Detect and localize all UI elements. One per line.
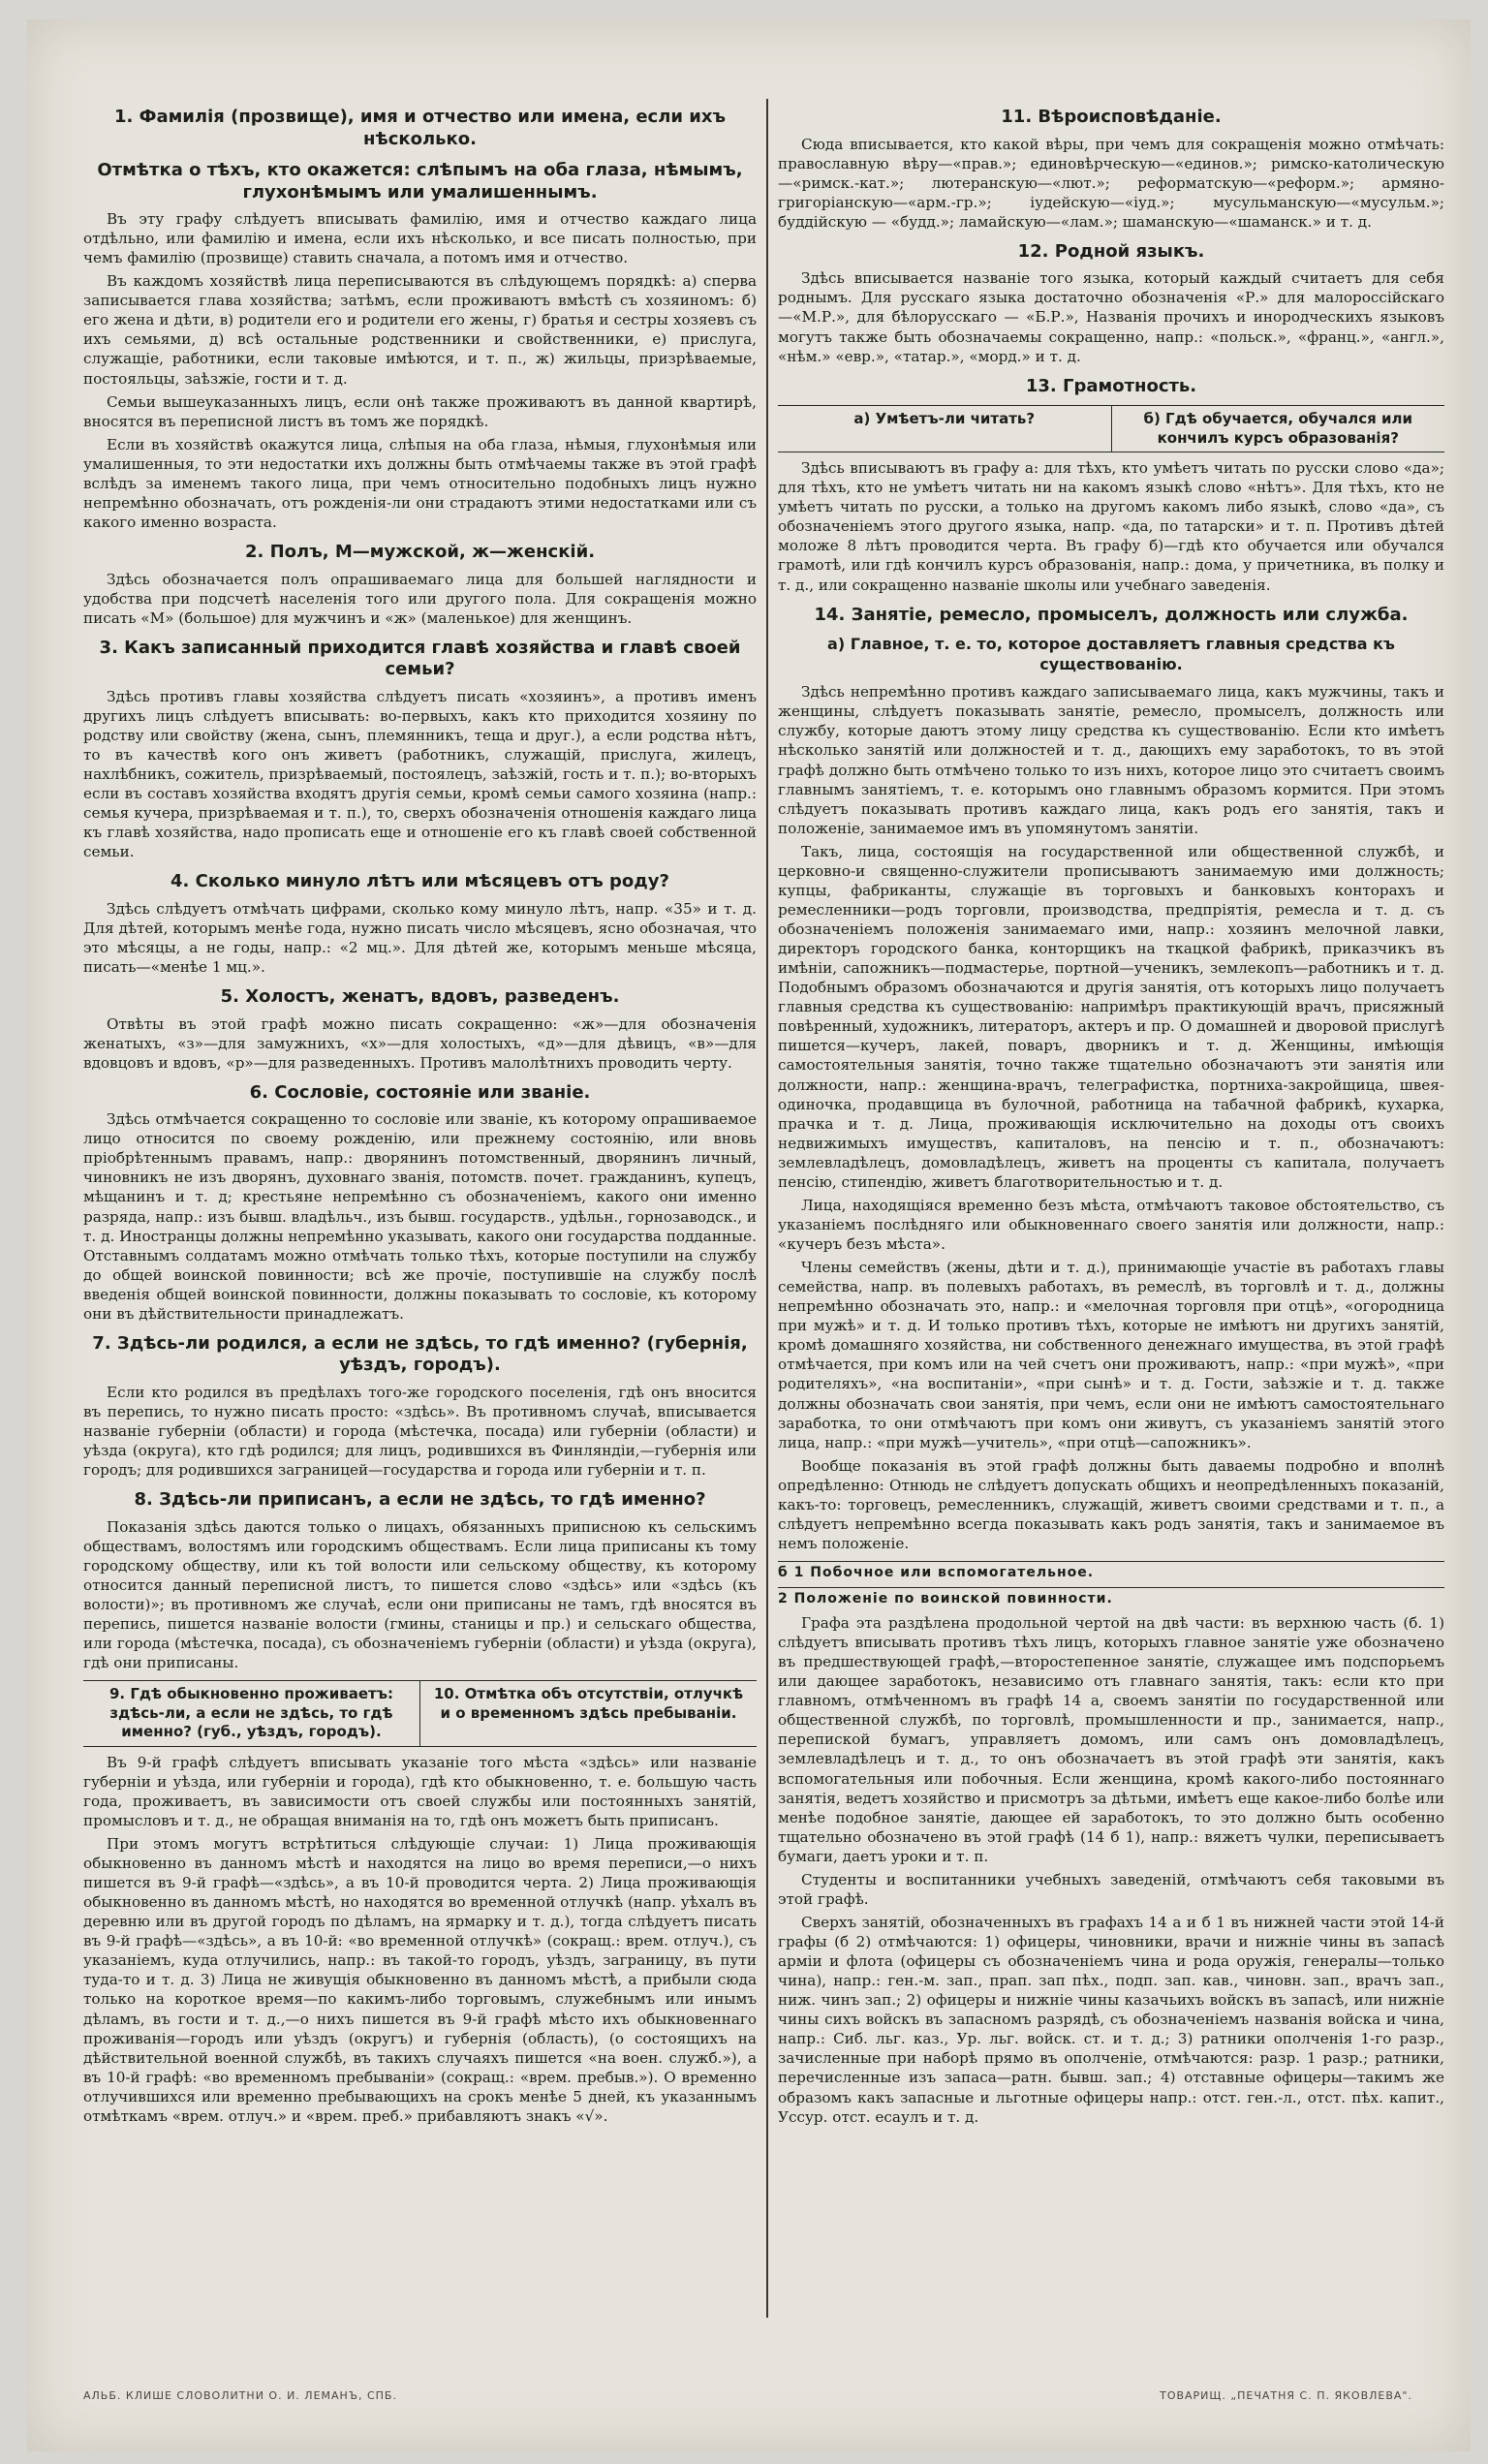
section-1-paragraph: Семьи вышеуказанныхъ лицъ, если онѣ также проживаютъ въ данной квартирѣ, вносятся въ переписной листъ въ томъ же порядкѣ. <box>83 392 757 430</box>
section-13b-title: б) Гдѣ обучается, обучался или кончилъ курсъ образованія? <box>1111 406 1445 452</box>
section-14b2-title: 2 Положеніе по воинской повинности. <box>778 1587 1444 1609</box>
section-14a-title: а) Главное, т. е. то, которое доставляетъ главныя средства къ существованію. <box>827 635 1395 674</box>
section-4-paragraph: Здѣсь слѣдуетъ отмѣчать цифрами, сколько кому минуло лѣтъ, напр. «35» и т. д. Для дѣтей, которымъ менѣе года, нужно писать число мѣсяцевъ, ясно обозначая, что это мѣсяцы, а не годы, напр.: «2 мц.». Для дѣтей же, которымъ меньше мѣсяца, писать—«менѣе 1 мц.». <box>83 899 757 976</box>
section-11-title: 11. Вѣроисповѣданіе. <box>1001 107 1222 127</box>
section-13a-title: а) Умѣетъ-ли читать? <box>853 410 1036 428</box>
section-14b1-title: б 1 Побочное или вспомогательное. <box>778 1561 1444 1583</box>
printer-imprint-right: ТОВАРИЩ. „ПЕЧАТНЯ С. П. ЯКОВЛЕВА". <box>1160 2389 1412 2402</box>
section-1-paragraph: Въ эту графу слѣдуетъ вписывать фамилію, имя и отчество каждаго лица отдѣльно, или фамилію и имена, если ихъ нѣсколько, и все писать полностью, при чемъ фамилію (прозвище) ставить сначала, а потомъ имя и отчество. <box>83 210 757 267</box>
section-9-10-header <box>83 1680 757 1747</box>
section-5-title: 5. Холостъ, женатъ, вдовъ, разведенъ. <box>220 986 620 1007</box>
right-column <box>778 97 1444 2325</box>
section-9-paragraph: При этомъ могутъ встрѣтиться слѣдующіе случаи: 1) Лица проживающія обыкновенно въ данномъ мѣстѣ и находятся на лицо во время переписи,—о нихъ пишется въ 9-й графѣ—«здѣсь», а въ 10-й проводится черта. 2) Лица проживающія обыкновенно въ данномъ мѣстѣ, но находятся во временной отлучкѣ (напр. уѣхалъ въ деревню или въ другой городъ по дѣламъ, на ярмарку и т. д.), тогда слѣдуетъ писать въ 9-й графѣ—«здѣсь», а въ 10-й: «во временной отлучкѣ» (сокращ.: врем. отлуч.), съ указаніемъ, куда отлучились, напр.: въ такой-то городъ, уѣздъ, заграницу, въ пути туда-то и т. д. 3) Лица не живущія обыкновенно въ данномъ мѣстѣ, а прибыли сюда только на короткое время—по какимъ-либо торговымъ, служебнымъ или инымъ дѣламъ, въ гости и т. д.,—о нихъ пишется въ 9-й графѣ мѣсто ихъ обыкновеннаго проживанія—городъ или уѣздъ (округъ) и губернія (область), (о состоящихъ на дѣйствительной военной службѣ, въ такихъ случаяхъ пишется «на воен. служб.»), а въ 10-й графѣ: «во временномъ пребываніи» (сокращ.: «врем. пребыв.»). О временно отлучившихся или временно пребывающихъ на срокъ менѣе 5 дней, къ указаннымъ отмѣткамъ «врем. отлуч.» и «врем. преб.» прибавляютъ знакъ «√». <box>83 1834 757 2125</box>
section-1-subtitle: Отмѣтка о тѣхъ, кто окажется: слѣпымъ на оба глаза, нѣмымъ, глухонѣмымъ или умалишеннымъ. <box>97 160 743 203</box>
section-4-title: 4. Сколько минуло лѣтъ или мѣсяцевъ отъ роду? <box>170 871 669 892</box>
section-9-paragraph: Въ 9-й графѣ слѣдуетъ вписывать указаніе того мѣста «здѣсь» или названіе губерніи и уѣзда, или губерніи и города), гдѣ кто обыкновенно, т. е. большую часть года, проживаетъ, въ зависимости отъ своей службы или постоянныхъ занятій, промысловъ и т. д., не обращая вниманія на то, гдѣ онъ можетъ быть приписанъ. <box>83 1753 757 1829</box>
section-8-paragraph: Показанія здѣсь даются только о лицахъ, обязанныхъ приписною къ сельскимъ обществамъ, волостямъ или городскимъ обществамъ. Если лица приписаны къ тому городскому обществу, или къ той волости или сельскому обществу, къ которому относится данный переписной листъ, то пишется слово «здѣсь» или «здѣсь (къ волости)»; въ противномъ же случаѣ, если они приписаны не тамъ, гдѣ вносятся въ перепись, пишется названіе волости (гмины, станицы и пр.) и сельскаго общества, или города (мѣстечка, посада), съ обозначеніемъ губерніи (области) и уѣзда (округа), гдѣ они приписаны. <box>83 1517 757 1672</box>
section-3-title: 3. Какъ записанный приходится главѣ хозяйства и главѣ своей семьи? <box>99 637 741 680</box>
section-14-paragraph: Графа эта раздѣлена продольной чертой на двѣ части: въ верхнюю часть (б. 1) слѣдуетъ вписывать противъ тѣхъ лицъ, которыхъ главное занятіе уже обозначено въ предшествующей графѣ,—второстепенное занятіе, служащее имъ подспорьемъ или дающее заработокъ, независимо отъ главнаго занятія, такъ: если кто при главномъ, отмѣченномъ въ графѣ 14 а, своемъ занятіи по государственной или общественной службѣ, по торговлѣ, промышленности и пр., занимается, напр., перепиской бумагъ, управляетъ домомъ, или самъ онъ домовладѣлецъ, землевладѣлецъ и т. д., то онъ обозначаетъ въ этой графѣ эти занятія, какъ вспомогательныя или побочныя. Если женщина, кромѣ какого-либо постояннаго занятія, ведетъ хозяйство и присмотръ за дѣтьми, имѣетъ еще какое-либо болѣе или менѣе подобное занятіе, дающее ей заработокъ, то это должно быть особенно тщательно обозначено въ этой графѣ (14 б 1), напр.: вяжетъ чулки, переписываетъ бумаги, даетъ уроки и т. п. <box>778 1614 1444 1865</box>
section-6-title: 6. Сословіе, состояніе или званіе. <box>249 1081 591 1103</box>
section-2-paragraph: Здѣсь обозначается полъ опрашиваемаго лица для большей наглядности и удобства при подсчетѣ населенія того или другого пола. Для сокращенія можно писать «М» (большое) для мужчинъ и «ж» (маленькое) для женщинъ. <box>83 570 757 627</box>
section-3-paragraph: Здѣсь противъ главы хозяйства слѣдуетъ писать «хозяинъ», а противъ именъ другихъ лицъ слѣдуетъ вписывать: во-первыхъ, какъ кто приходится хозяину по родству или свойству (жена, сынъ, племянникъ, теща и друг.), а если родства нѣтъ, то въ качествѣ кого онъ живетъ (работникъ, служащій, прислуга, жилецъ, нахлѣбникъ, сожитель, призрѣваемый, постоялецъ, заѣзжій, гость и т. п.); во-вторыхъ если въ составъ хозяйства входятъ другія семьи, кромѣ семьи самого хозяина (напр.: семья кучера, призрѣваемая и т. п.), то, сверхъ обозначенія отношенія каждаго лица къ главѣ хозяйства, надо прописать еще и отношеніе его къ главѣ своей собственной семьи. <box>83 687 757 861</box>
section-14-title: 14. Занятіе, ремесло, промыселъ, должность или служба. <box>814 604 1409 625</box>
section-1-paragraph: Если въ хозяйствѣ окажутся лица, слѣпыя на оба глаза, нѣмыя, глухонѣмыя или умалишенныя, то эти недостатки ихъ должны быть отмѣчаемы также въ этой графѣ вслѣдъ за именемъ такого лица, при чемъ относительно подобныхъ лицъ нужно непремѣнно обозначать, отъ рожденія-ли они страдаютъ этими недостатками или съ какого именно возраста. <box>83 435 757 531</box>
section-12-paragraph: Здѣсь вписывается названіе того языка, который каждый считаетъ для себя роднымъ. Для русскаго языка достаточно обозначенія «Р.» для малороссійскаго—«М.Р.», для бѣлорусскаго — «Б.Р.», Названія прочихъ и инородческихъ языковъ могутъ также быть обозначаемы сокращенно, напр.: «польск.», «франц.», «англ.», «нѣм.» «евр.», «татар.», «морд.» и т. д. <box>778 269 1444 365</box>
column-divider <box>766 99 768 2318</box>
section-10-title: 10. Отмѣтка объ отсутствіи, отлучкѣ и о временномъ здѣсь пребываніи. <box>419 1681 757 1746</box>
section-14-paragraph: Здѣсь непремѣнно противъ каждаго записываемаго лица, какъ мужчины, такъ и женщины, слѣдуетъ показывать занятіе, ремесло, промыселъ, должность или службу, которые даютъ этому лицу средства къ существованію. Если кто имѣетъ нѣсколько занятій или должностей и т. д., дающихъ ему заработокъ, то въ этой графѣ должно быть отмѣчено только то изъ нихъ, которое лицо это считаетъ своимъ главнымъ занятіемъ, т. е. которымъ оно главнымъ образомъ кормится. При этомъ слѣдуетъ показывать противъ каждаго лица, какъ родъ его занятія, такъ и положеніе, занимаемое имъ въ упомянутомъ занятіи. <box>778 683 1444 837</box>
section-14-paragraph: Лица, находящіяся временно безъ мѣста, отмѣчаютъ таковое обстоятельство, съ указаніемъ послѣдняго или обыкновеннаго своего занятія или должности, напр.: «кучеръ безъ мѣста». <box>778 1196 1444 1254</box>
section-14-paragraph: Члены семействъ (жены, дѣти и т. д.), принимающіе участіе въ работахъ главы семейства, напр. въ полевыхъ работахъ, въ ремеслѣ, въ торговлѣ и т. д., должны непремѣнно обозначать это, напр.: и «мелочная торговля при отцѣ», «огородница при мужѣ» и т. д. И только противъ тѣхъ, которые не имѣютъ ни другихъ занятій, кромѣ домашняго хозяйства, ни собственного денежнаго имущества, въ этой графѣ отмѣчается, при комъ или на чей счетъ они проживаютъ, напр.: «при мужѣ», «при родителяхъ», «на воспитаніи», «при сынѣ» и т. д. Гости, заѣзжіе и т. д. также должны обозначать свои занятія, при чемъ, если они не имѣютъ самостоятельнаго заработка, то они отмѣчаютъ при комъ они живутъ, съ указаніемъ занятій этого лица, напр.: «при мужѣ—учитель», «при отцѣ—сапожникъ». <box>778 1259 1444 1451</box>
printer-imprint-left: АЛЬБ. КЛИШЕ СЛОВОЛИТНИ О. И. ЛЕМАНЪ, СПБ. <box>83 2389 397 2402</box>
section-1-title: 1. Фамилія (прозвище), имя и отчество или имена, если ихъ нѣсколько. <box>113 107 727 149</box>
section-9-title: 9. Гдѣ обыкновенно проживаетъ: здѣсь-ли, а если не здѣсь, то гдѣ именно? (губ., уѣздъ, городъ). <box>109 1685 393 1741</box>
section-1-paragraph: Въ каждомъ хозяйствѣ лица переписываются въ слѣдующемъ порядкѣ: а) сперва записывается глава хозяйства; затѣмъ, если проживаютъ вмѣстѣ съ хозяиномъ: б) его жена и дѣти, в) родители его и родители его жены, г) братья и сестры хозяевъ съ ихъ семьями, д) всѣ остальные родственники и свойственники, е) прислуга, служащіе, работники, если таковые имѣются, и т. п., ж) жильцы, призрѣваемые, постояльцы, заѣзжіе, гости и т. д. <box>83 272 757 388</box>
left-column <box>83 97 757 2325</box>
section-7-title: 7. Здѣсь-ли родился, а если не здѣсь, то гдѣ именно? (губернія, уѣздъ, городъ). <box>92 1332 748 1376</box>
section-5-paragraph: Отвѣты въ этой графѣ можно писать сокращенно: «ж»—для обозначенія женатыхъ, «з»—для замужнихъ, «х»—для холостыхъ, «д»—для дѣвицъ, «в»—для вдовцовъ и вдовъ, «р»—для разведенныхъ. Противъ малолѣтнихъ проводить черту. <box>83 1014 757 1072</box>
section-14-paragraph: Вообще показанія въ этой графѣ должны быть даваемы подробно и вполнѣ опредѣленно: Отнюдь не слѣдуетъ допускать общихъ и неопредѣленныхъ показаній, какъ-то: торговецъ, ремесленникъ, служащій, живетъ своими средствами и т. п., а слѣдуетъ непремѣнно всегда показывать какъ родъ занятія, такъ и занимаемое въ немъ положеніе. <box>778 1456 1444 1552</box>
section-8-title: 8. Здѣсь-ли приписанъ, а если не здѣсь, то гдѣ именно? <box>134 1489 706 1511</box>
section-14-paragraph: Сверхъ занятій, обозначенныхъ въ графахъ 14 а и б 1 въ нижней части этой 14-й графы (б 2) отмѣчаются: 1) офицеры, чиновники, врачи и нижніе чины въ запасѣ арміи и флота (офицеры съ обозначеніемъ чина и рода оружія, генералы—только чина), напр.: ген.-м. зап., прап. зап пѣх., подп. зап. кав., чиновн. зап., врачъ зап., ниж. чинъ зап.; 2) офицеры и нижніе чины казачьихъ войскъ въ запасѣ, или нижніе чины сихъ войскъ въ запасномъ разрядѣ, съ обозначеніемъ названія войска и чина, напр.: Сиб. льг. каз., Ур. льг. войск. ст. и т. д.; 3) ратники ополченія 1-го разр., зачисленные при наборѣ прямо въ ополченіе, отмѣчаются: разр. 1 разр.; ратники, перечисленные изъ запаса—ратн. бывш. зап.; 4) отставные офицеры—такимъ же образомъ какъ запасные и льготные офицеры напр.: отст. ген.-л., отст. пѣх. капит., Уссур. отст. есаулъ и т. д. <box>778 1913 1444 2126</box>
section-6-paragraph: Здѣсь отмѣчается сокращенно то сословіе или званіе, къ которому опрашиваемое лицо относится по своему рожденію, или прежнему состоянію, или вновь пріобрѣтеннымъ правамъ, напр.: дворянинъ потомственный, дворянинъ личный, чиновникъ не изъ дворянъ, духовнаго званія, потомств. почет. гражданинъ, купецъ, мѣщанинъ и т. д; крестьяне непремѣнно съ обозначеніемъ, какого они именно разряда, напр.: изъ бывш. владѣльч., изъ бывш. государств., удѣльн., горнозаводск., и т. д. Иностранцы должны непремѣнно указывать, какого они государства подданные. Отставнымъ солдатамъ можно отмѣчать только тѣхъ, которые поступили на службу до общей воинской повинности; всѣ же прочіе, поступившіе на службу послѣ введенія общей воинской повинности, должны показывать то сословіе, къ которому они въ дѣйствительности принадлежатъ. <box>83 1110 757 1323</box>
section-13-title: 13. Грамотность. <box>1025 375 1197 396</box>
section-12-title: 12. Родной языкъ. <box>1017 240 1205 262</box>
section-11-paragraph: Сюда вписывается, кто какой вѣры, при чемъ для сокращенія можно отмѣчать: православную вѣру—«прав.»; единовѣрческую—«единов.»; римско-католическую—«римск.-кат.»; лютеранскую—«лют.»; реформатскую—«реформ.»; армяно-григоріанскую—«арм.-гр.»; іудейскую—«іуд.»; мусульманскую—«мусульм.»; буддійскую — «будд.»; ламайскую—«лам.»; шаманскую—«шаманск.» и т. д. <box>778 135 1444 231</box>
section-13-paragraph: Здѣсь вписываютъ въ графу а: для тѣхъ, кто умѣетъ читать по русски слово «да»; для тѣхъ, кто не умѣетъ читать ни на какомъ языкѣ слово «нѣтъ». Для тѣхъ, кто не умѣетъ читать по русски, а только на другомъ какомъ либо языкѣ, слово «да», съ обозначеніемъ этого другого языка, напр. «да, по татарски» и т. п. Противъ дѣтей моложе 8 лѣтъ проводится черта. Въ графу б)—гдѣ кто обучается или обучался грамотѣ, или гдѣ кончилъ курсъ образованія, напр.: дома, у причетника, въ полку и т. д., или сокращенно названіе школы или учебнаго заведенія. <box>778 459 1444 594</box>
section-2-title: 2. Полъ, М—мужской, ж—женскій. <box>244 542 596 562</box>
section-7-paragraph: Если кто родился въ предѣлахъ того-же городского поселенія, гдѣ онъ вносится въ перепись, то нужно писать просто: «здѣсь». Въ противномъ случаѣ, вписывается названіе губерніи (области) и города (мѣстечка, посада) или губерніи (области) и уѣзда (округа), кто гдѣ родился; для лицъ, родившихся въ Финляндіи,—губернія или городъ; для родившихся заграницей—государства и города или губерніи и т. п. <box>83 1383 757 1480</box>
section-13-header <box>778 405 1444 452</box>
section-14-paragraph: Такъ, лица, состоящія на государственной или общественной службѣ, и церковно-и священно-служители прописываютъ занимаемую ими должность; купцы, фабриканты, служащіе въ торговыхъ и банковыхъ конторахъ и ремесленники—родъ торговли, производства, предпріятія, ремесла и т. д. съ обозначеніемъ положенія занимаемаго ими, напр.: хозяинъ мелочной лавки, директоръ городского банка, конторщикъ на ткацкой фабрикѣ, приказчикъ въ имѣніи, сапожникъ—подмастерье, портной—ученикъ, землекопъ—работникъ и т. д. Подобнымъ образомъ обозначаются и другія занятія, отъ которыхъ лицо получаетъ главныя средства къ существованію: напримѣръ практикующій врачъ, присяжный повѣренный, художникъ, литераторъ, актеръ и пр. О домашней и дворовой прислугѣ пишется—кучеръ, лакей, поваръ, дворникъ и т. д. Женщины, имѣющія самостоятельныя занятія, точно также тщательно обозначаютъ эти занятія или должности, напр.: женщина-врачъ, телеграфистка, портниха-закройщица, швея-одиночка, продавщица въ булочной, работница на табачной фабрикѣ, кухарка, прачка и т. д. Лица, проживающія исключительно на доходы отъ своихъ недвижимыхъ имуществъ, капиталовъ, на пенсію и т. п., обозначаютъ: землевладѣлецъ, домовладѣлецъ, живетъ на проценты съ капитала, получаетъ пенсію, стипендію, живетъ благотворительностью и т. д. <box>778 842 1444 1191</box>
section-14-paragraph: Студенты и воспитанники учебныхъ заведеній, отмѣчаютъ себя таковыми въ этой графѣ. <box>778 1870 1444 1908</box>
census-instruction-sheet <box>27 19 1471 2451</box>
